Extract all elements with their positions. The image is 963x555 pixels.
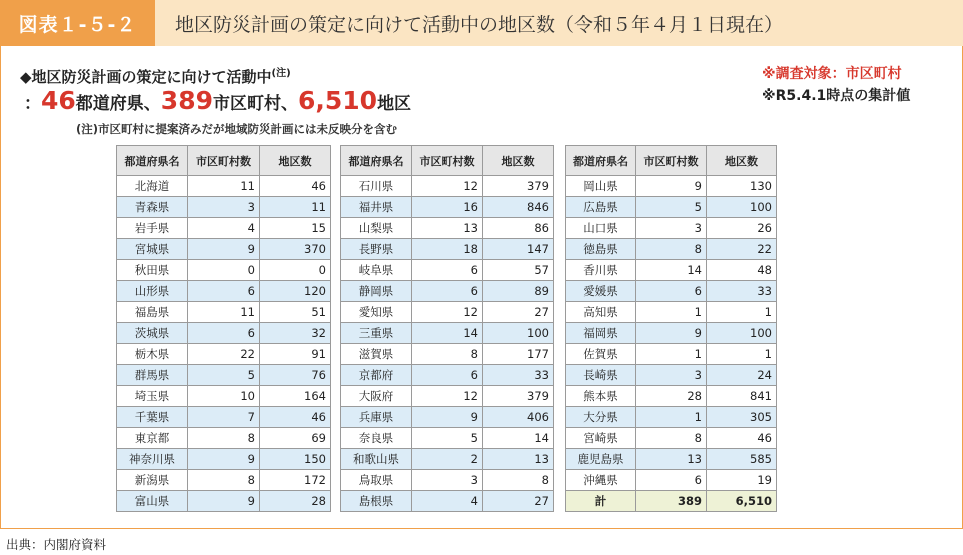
municipality-count-cell: 10 [188,386,260,407]
table-row [117,470,331,491]
table-header-row [566,146,777,176]
table-row [341,365,554,386]
table-row [117,260,331,281]
summary-heading-text: ◆地区防災計画の策定に向けて活動中 [20,68,272,86]
district-count-cell: 0 [260,260,331,281]
prefecture-count: 46 [41,86,76,115]
district-count-cell: 46 [260,176,331,197]
summary-counts [24,86,411,115]
prefecture-name-cell: 和歌山県 [341,449,412,470]
municipality-count-cell: 3 [636,365,707,386]
figure-number: 図表１-５-２ [0,0,155,46]
table-row [117,449,331,470]
table-row [566,386,777,407]
prefecture-name-cell: 島根県 [341,491,412,512]
municipality-count-cell: 9 [412,407,483,428]
municipality-count-cell: 6 [412,281,483,302]
municipality-count-cell: 5 [188,365,260,386]
district-count-cell: 86 [483,218,554,239]
district-count-cell: 76 [260,365,331,386]
prefecture-name-cell: 東京都 [117,428,188,449]
municipality-count-cell: 0 [188,260,260,281]
table-row [341,386,554,407]
prefecture-name-cell: 沖縄県 [566,470,636,491]
footnote: (注)市区町村に提案済みだが地域防災計画には未反映分を含む [76,122,398,136]
district-count-cell: 57 [483,260,554,281]
municipality-count-cell: 11 [188,302,260,323]
district-count-cell: 1 [707,302,777,323]
prefecture-name-cell: 福岡県 [566,323,636,344]
district-count-cell: 130 [707,176,777,197]
table-row [566,197,777,218]
col-municipalities: 市区町村数 [188,146,260,176]
table-row [341,344,554,365]
col-prefecture: 都道府県名 [566,146,636,176]
municipality-count-cell: 6 [636,281,707,302]
municipality-count-cell: 9 [636,323,707,344]
district-count-cell: 46 [260,407,331,428]
prefecture-name-cell: 石川県 [341,176,412,197]
municipality-count-cell: 1 [636,407,707,428]
table-header-row [117,146,331,176]
table-row [117,428,331,449]
prefecture-name-cell: 千葉県 [117,407,188,428]
municipality-count-cell: 14 [412,323,483,344]
municipality-count-cell: 13 [412,218,483,239]
district-count-cell: 46 [707,428,777,449]
table-row [566,407,777,428]
prefecture-name-cell: 熊本県 [566,386,636,407]
source-credit: 出典：内閣府資料 [6,537,107,552]
prefecture-name-cell: 群馬県 [117,365,188,386]
district-count-cell: 89 [483,281,554,302]
table-row [341,260,554,281]
note-marker: (注) [271,68,291,79]
district-count-cell: 26 [707,218,777,239]
table-row [341,470,554,491]
table-row [341,239,554,260]
district-count-cell: 13 [483,449,554,470]
table-row [566,449,777,470]
table-row [341,302,554,323]
prefecture-name-cell: 京都府 [341,365,412,386]
col-districts: 地区数 [260,146,331,176]
figure-title: 地区防災計画の策定に向けて活動中の地区数（令和５年４月１日現在） [175,13,784,36]
prefecture-name-cell: 青森県 [117,197,188,218]
municipality-count-cell: 8 [412,344,483,365]
col-prefecture: 都道府県名 [341,146,412,176]
municipality-count-cell: 1 [636,302,707,323]
prefecture-table-1 [116,145,331,512]
table-row [566,470,777,491]
municipality-count-cell: 1 [636,344,707,365]
municipality-count-cell: 16 [412,197,483,218]
col-municipalities: 市区町村数 [412,146,483,176]
district-count-cell: 32 [260,323,331,344]
table-row [566,260,777,281]
district-count-cell: 48 [707,260,777,281]
prefecture-name-cell: 徳島県 [566,239,636,260]
district-count-cell: 14 [483,428,554,449]
table-row [117,386,331,407]
district-count-cell: 69 [260,428,331,449]
district-count-cell: 8 [483,470,554,491]
prefecture-name-cell: 計 [566,491,636,512]
prefecture-name-cell: 高知県 [566,302,636,323]
table-row [341,491,554,512]
table-row [566,239,777,260]
municipality-count-cell: 4 [412,491,483,512]
prefecture-name-cell: 滋賀県 [341,344,412,365]
prefecture-name-cell: 岡山県 [566,176,636,197]
municipality-count-cell: 9 [636,176,707,197]
district-count-cell: 6,510 [707,491,777,512]
table-row [117,491,331,512]
municipality-count-cell: 5 [636,197,707,218]
municipality-count-cell: 9 [188,239,260,260]
prefecture-name-cell: 愛媛県 [566,281,636,302]
prefecture-unit: 都道府県、 [75,94,161,114]
prefecture-name-cell: 佐賀県 [566,344,636,365]
prefecture-name-cell: 鳥取県 [341,470,412,491]
district-count-cell: 11 [260,197,331,218]
municipality-count-cell: 3 [412,470,483,491]
municipality-count: 389 [160,86,213,115]
district-count-cell: 100 [707,197,777,218]
table-row [566,428,777,449]
table-row [341,449,554,470]
table-row [341,197,554,218]
table-row [117,302,331,323]
table-row [566,365,777,386]
survey-scope: ※調査対象：市区町村 [762,66,902,82]
table-row [566,218,777,239]
municipality-count-cell: 9 [188,449,260,470]
prefecture-name-cell: 宮崎県 [566,428,636,449]
prefecture-name-cell: 長崎県 [566,365,636,386]
prefecture-name-cell: 静岡県 [341,281,412,302]
district-count-cell: 91 [260,344,331,365]
municipality-count-cell: 3 [636,218,707,239]
municipality-count-cell: 22 [188,344,260,365]
district-count-cell: 379 [483,386,554,407]
prefecture-name-cell: 奈良県 [341,428,412,449]
prefecture-name-cell: 北海道 [117,176,188,197]
municipality-count-cell: 6 [188,323,260,344]
municipality-count-cell: 12 [412,302,483,323]
municipality-count-cell: 8 [188,470,260,491]
district-count-cell: 406 [483,407,554,428]
prefecture-name-cell: 埼玉県 [117,386,188,407]
table-row [117,239,331,260]
prefecture-name-cell: 新潟県 [117,470,188,491]
municipality-count-cell: 12 [412,386,483,407]
district-count-cell: 150 [260,449,331,470]
as-of-date: ※R5.4.1時点の集計値 [762,88,911,104]
district-count-cell: 27 [483,491,554,512]
table-row [117,344,331,365]
prefecture-name-cell: 栃木県 [117,344,188,365]
prefecture-name-cell: 富山県 [117,491,188,512]
table-row [566,344,777,365]
municipality-count-cell: 6 [188,281,260,302]
district-count-cell: 164 [260,386,331,407]
municipality-count-cell: 4 [188,218,260,239]
municipality-count-cell: 2 [412,449,483,470]
table-row [341,218,554,239]
col-districts: 地区数 [707,146,777,176]
table-row [566,176,777,197]
district-count-cell: 33 [707,281,777,302]
table-header-row [341,146,554,176]
municipality-count-cell: 3 [188,197,260,218]
col-municipalities: 市区町村数 [636,146,707,176]
prefecture-name-cell: 福井県 [341,197,412,218]
district-count-cell: 585 [707,449,777,470]
municipality-count-cell: 9 [188,491,260,512]
district-count-cell: 147 [483,239,554,260]
prefecture-name-cell: 長野県 [341,239,412,260]
prefecture-name-cell: 福島県 [117,302,188,323]
prefecture-name-cell: 茨城県 [117,323,188,344]
total-row [566,491,777,512]
municipality-count-cell: 28 [636,386,707,407]
table-row [117,365,331,386]
table-row [117,218,331,239]
prefecture-name-cell: 神奈川県 [117,449,188,470]
table-row [341,176,554,197]
table-row [341,281,554,302]
district-count-cell: 28 [260,491,331,512]
municipality-count-cell: 6 [412,365,483,386]
prefecture-name-cell: 岐阜県 [341,260,412,281]
district-count-cell: 33 [483,365,554,386]
table-row [341,428,554,449]
col-prefecture: 都道府県名 [117,146,188,176]
municipality-unit: 市区町村、 [212,94,298,114]
table-row [117,323,331,344]
table-row [341,407,554,428]
municipality-count-cell: 14 [636,260,707,281]
district-count-cell: 120 [260,281,331,302]
table-row [117,176,331,197]
district-count-cell: 19 [707,470,777,491]
district-count-cell: 379 [483,176,554,197]
district-count-cell: 51 [260,302,331,323]
table-row [117,407,331,428]
summary-heading [20,64,291,87]
district-count-cell: 27 [483,302,554,323]
prefecture-name-cell: 大阪府 [341,386,412,407]
district-count-cell: 15 [260,218,331,239]
table-row [566,281,777,302]
municipality-count-cell: 11 [188,176,260,197]
prefecture-name-cell: 山梨県 [341,218,412,239]
prefecture-name-cell: 秋田県 [117,260,188,281]
prefecture-name-cell: 山形県 [117,281,188,302]
prefecture-name-cell: 岩手県 [117,218,188,239]
prefecture-name-cell: 宮城県 [117,239,188,260]
prefecture-name-cell: 鹿児島県 [566,449,636,470]
municipality-count-cell: 8 [636,239,707,260]
table-row [566,323,777,344]
prefecture-name-cell: 三重県 [341,323,412,344]
district-count-cell: 305 [707,407,777,428]
table-row [117,281,331,302]
counts-prefix: ： [24,94,41,114]
prefecture-name-cell: 大分県 [566,407,636,428]
col-districts: 地区数 [483,146,554,176]
municipality-count-cell: 5 [412,428,483,449]
district-count-cell: 22 [707,239,777,260]
district-count-cell: 1 [707,344,777,365]
district-unit: 地区 [377,94,412,114]
municipality-count-cell: 8 [636,428,707,449]
prefecture-table-3 [565,145,777,512]
district-count-cell: 841 [707,386,777,407]
municipality-count-cell: 6 [412,260,483,281]
table-row [341,323,554,344]
district-count-cell: 100 [483,323,554,344]
municipality-count-cell: 389 [636,491,707,512]
table-row [566,302,777,323]
prefecture-name-cell: 香川県 [566,260,636,281]
prefecture-name-cell: 愛知県 [341,302,412,323]
district-count-cell: 177 [483,344,554,365]
prefecture-table-2 [340,145,554,512]
prefecture-name-cell: 山口県 [566,218,636,239]
prefecture-name-cell: 兵庫県 [341,407,412,428]
municipality-count-cell: 18 [412,239,483,260]
prefecture-name-cell: 広島県 [566,197,636,218]
district-count-cell: 846 [483,197,554,218]
district-count-cell: 172 [260,470,331,491]
district-count-cell: 370 [260,239,331,260]
municipality-count-cell: 12 [412,176,483,197]
municipality-count-cell: 6 [636,470,707,491]
municipality-count-cell: 7 [188,407,260,428]
district-count-cell: 100 [707,323,777,344]
table-row [117,197,331,218]
municipality-count-cell: 8 [188,428,260,449]
district-count: 6,510 [297,86,378,115]
municipality-count-cell: 13 [636,449,707,470]
district-count-cell: 24 [707,365,777,386]
